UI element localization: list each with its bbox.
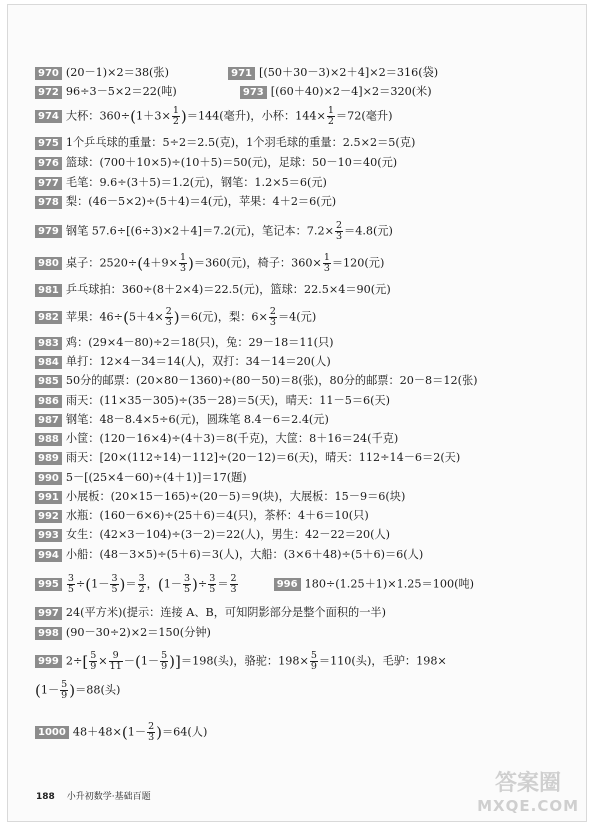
answer-text: 1－ [163, 577, 182, 591]
problem-number: 998 [35, 627, 62, 640]
answer-text: 小筐：(120－16×4)÷(4＋3)＝8(千克)，大筐：8＋16＝24(千克) [65, 432, 399, 445]
problem-number: 1000 [35, 726, 69, 739]
fraction: $\frac{3}{2}$ [138, 573, 145, 595]
answer-text: 小船：(48－3×5)÷(5＋6)＝3(人)，大船：(3×6＋48)÷(5＋6)＝6(人) [65, 548, 424, 561]
answer-text: [(60＋40)×2－4]×2＝320(米) [270, 85, 432, 98]
answer-989 [35, 451, 460, 465]
fraction: $\frac{3}{5}$ [111, 573, 118, 595]
answer-text: 5－[(25×4－60)÷(4＋1)]＝17(题) [65, 471, 247, 484]
answer-text: 50分的邮票：(20×80－1360)÷(80－50)＝8(张)，80分的邮票：20－8＝12(张) [65, 374, 478, 387]
problem-number: 985 [35, 375, 62, 388]
fraction: $\frac{1}{3}$ [179, 252, 187, 274]
answer-text: 雨天：[20×(112÷14)－112]÷(20－12)＝6(天)，晴天：112÷14－6＝2(天) [65, 451, 461, 464]
fraction: $\frac{5}{9}$ [61, 679, 68, 701]
answer-988 [35, 432, 398, 446]
answer-text: ＝360(元)，椅子：360× [193, 256, 322, 270]
answer-text: ＝ [125, 577, 137, 591]
problem-number: 991 [35, 491, 62, 504]
answer-text: 48＋48× [72, 725, 122, 739]
answer-text: 1－ [127, 725, 147, 739]
problem-number: 997 [35, 607, 62, 620]
fraction: $\frac{5}{9}$ [90, 650, 97, 672]
fraction: $\frac{2}{3}$ [269, 306, 276, 328]
answer-980 [35, 253, 384, 274]
problem-number: 999 [35, 655, 62, 668]
problem-number: 989 [35, 452, 62, 465]
paren: ) [69, 681, 76, 700]
fraction: $\frac{3}{5}$ [209, 573, 216, 595]
answer-text: ÷ [197, 577, 208, 591]
answer-982 [35, 307, 316, 328]
answer-text: 女生：(42×3－104)÷(3－2)＝22(人)，男生：42－22＝20(人) [65, 528, 391, 541]
answer-text: 单打：12×4－34＝14(人)，双打：34－14＝20(人) [65, 355, 331, 368]
paren: ( [85, 575, 92, 594]
answer-text: ＝4(元) [277, 310, 317, 324]
problem-number: 974 [35, 110, 62, 123]
answer-text: ， [146, 577, 158, 591]
problem-number: 988 [35, 433, 62, 446]
fraction: $\frac{1}{2}$ [327, 105, 334, 127]
answer-text: 鸡：(29×4－80)÷2＝18(只)，兔：29－18＝11(只) [65, 336, 334, 349]
problem-number: 979 [35, 225, 62, 238]
answer-995 [35, 574, 474, 595]
answer-text: × [98, 654, 108, 668]
answer-text: 小展板：(20×15－165)÷(20－5)＝9(块)，大展板：15－9＝6(块) [65, 490, 406, 503]
answer-979 [35, 221, 393, 242]
watermark-text: 答案圈 [495, 771, 562, 796]
fraction: $\frac{2}{3}$ [335, 220, 343, 242]
fraction: $\frac{3}{5}$ [67, 573, 74, 595]
answer-text: － [123, 654, 135, 668]
bracket: ] [175, 652, 181, 671]
answer-text: 4＋9× [143, 256, 178, 270]
problem-number: 973 [240, 86, 267, 99]
answer-text: 雨天：(11×35－305)÷(35－28)＝5(天)，晴天：11－5＝6(天) [65, 394, 391, 407]
answer-text: ＝110(头)，毛驴：198× [318, 654, 447, 668]
paren: ) [188, 254, 194, 273]
answer-text: 钢笔：48－8.4×5÷6(元)，圆珠笔 8.4－6＝2.4(元) [65, 413, 329, 426]
answer-text: 大杯：360÷ [65, 109, 131, 123]
answer-text: 篮球：(700＋10×5)÷(10＋5)＝50(元)，足球：50－10＝40(元) [65, 156, 398, 169]
problem-number: 992 [35, 510, 62, 523]
answer-978 [35, 195, 336, 209]
answer-text: 2÷ [65, 654, 83, 668]
problem-number: 972 [35, 86, 62, 99]
answer-text: ＝72(毫升) [335, 109, 393, 123]
answer-text: 钢笔 57.6÷[(6÷3)×2＋4]＝7.2(元)，笔记本：7.2× [65, 224, 334, 238]
problem-number: 970 [35, 67, 62, 80]
answer-970 [35, 66, 438, 80]
paren: ) [156, 723, 162, 742]
problem-number: 987 [35, 414, 62, 427]
fraction: $\frac{2}{3}$ [230, 573, 237, 595]
answer-994 [35, 548, 423, 562]
answer-text: ÷ [75, 577, 86, 591]
answer-990 [35, 471, 247, 485]
paren: ( [137, 254, 144, 273]
answer-text: 水瓶：(160－6×6)÷(25＋6)＝4(只)，茶杯：4＋6＝10(只) [65, 509, 369, 522]
page-number: 188 [36, 792, 55, 802]
answer-986 [35, 394, 390, 408]
answer-text: 苹果：46÷ [65, 310, 124, 324]
fraction: $\frac{1}{2}$ [172, 105, 179, 127]
paren: ( [130, 107, 137, 126]
watermark-logo [477, 773, 579, 817]
watermark-url: MXQE.COM [477, 797, 579, 815]
fraction: $\frac{9}{11}$ [109, 650, 122, 672]
answer-text: 1－ [91, 577, 110, 591]
answer-text: ＝64(人) [161, 725, 208, 739]
book-title: 小升初数学·基础百题 [66, 792, 151, 802]
answer-997 [35, 606, 386, 620]
problem-number: 978 [35, 196, 62, 209]
paren: ) [173, 308, 180, 327]
problem-number: 975 [35, 137, 62, 150]
problem-number: 982 [35, 311, 62, 324]
problem-number: 971 [228, 67, 255, 80]
fraction: $\frac{5}{9}$ [161, 650, 168, 672]
paren: ( [35, 681, 41, 700]
problem-number: 977 [35, 177, 62, 190]
answer-984 [35, 355, 331, 369]
answer-text: 1＋3× [136, 109, 171, 123]
answer-983 [35, 336, 334, 350]
paren: ) [169, 652, 176, 671]
answer-987 [35, 413, 329, 427]
paren: ) [180, 107, 187, 126]
answer-text: 毛笔：9.6÷(3＋5)＝1.2(元)，钢笔：1.2×5＝6(元) [65, 176, 327, 189]
answer-999-continued [35, 680, 120, 701]
problem-number: 986 [35, 395, 62, 408]
answer-text: ＝6(元)，梨：6× [179, 310, 268, 324]
answer-977 [35, 176, 327, 190]
problem-number: 980 [35, 257, 62, 270]
answer-1000 [35, 722, 207, 743]
problem-number: 983 [35, 337, 62, 350]
paren: ( [157, 575, 164, 594]
fraction: $\frac{1}{3}$ [323, 252, 330, 274]
answer-text: 1－ [140, 654, 160, 668]
answer-text: (90－30÷2)×2＝150(分钟) [65, 626, 211, 639]
fraction: $\frac{5}{9}$ [310, 650, 317, 672]
problem-number: 996 [274, 578, 301, 591]
fraction: $\frac{2}{3}$ [148, 721, 155, 743]
answer-text: 180÷(1.25＋1)×1.25＝100(吨) [304, 577, 474, 591]
paren: ( [123, 308, 129, 327]
answer-text: [(50＋30－3)×2＋4]×2＝316(袋) [258, 66, 439, 79]
page-footer [36, 789, 151, 802]
answer-993 [35, 528, 390, 542]
paren: ) [119, 575, 126, 594]
answer-975 [35, 136, 415, 150]
fraction: $\frac{3}{5}$ [184, 573, 191, 595]
paren: ( [121, 723, 128, 742]
answer-text: ＝198(头)，骆驼：198× [180, 654, 309, 668]
answer-text: 梨：(46－5×2)÷(5＋4)＝4(元)，苹果：4＋2＝6(元) [65, 195, 337, 208]
problem-number: 981 [35, 284, 62, 297]
problem-number: 976 [35, 157, 62, 170]
answer-text: ＝144(毫升)，小杯：144× [186, 109, 326, 123]
answer-976 [35, 156, 397, 170]
answer-text: ＝88(头) [75, 683, 121, 697]
answer-text: 5＋4× [128, 310, 164, 324]
answer-text: ＝4.8(元) [344, 224, 393, 238]
answer-text: 24(平方米)(提示：连接 A、B，可知阴影部分是整个面积的一半) [65, 606, 386, 619]
answer-981 [35, 283, 391, 297]
answer-972 [35, 85, 432, 99]
answer-992 [35, 509, 369, 523]
answer-text: (20－1)×2＝38(张) [65, 66, 169, 79]
problem-number: 993 [35, 529, 62, 542]
answer-text: ＝120(元) [331, 256, 385, 270]
answer-999 [35, 651, 447, 672]
answer-text: 1个乒乓球的重量：5÷2＝2.5(克)，1个羽毛球的重量：2.5×2＝5(克) [65, 136, 416, 149]
answer-998 [35, 626, 211, 640]
answer-text: 桌子：2520÷ [65, 256, 138, 270]
paren: ) [192, 575, 198, 594]
answer-text: 乒乓球拍：360÷(8＋2×4)＝22.5(元)，篮球：22.5×4＝90(元) [65, 283, 391, 296]
problem-number: 994 [35, 549, 62, 562]
answer-991 [35, 490, 405, 504]
problem-number: 995 [35, 578, 62, 591]
answer-text: 96÷3－5×2＝22(吨) [65, 85, 177, 98]
paren: ( [134, 652, 141, 671]
problem-number: 984 [35, 356, 62, 369]
answer-text: ＝ [217, 577, 229, 591]
fraction: $\frac{2}{3}$ [165, 306, 172, 328]
bracket: [ [82, 652, 89, 671]
answer-974 [35, 106, 392, 127]
problem-number: 990 [35, 472, 62, 485]
answer-985 [35, 374, 478, 388]
answer-text: 1－ [40, 683, 60, 697]
